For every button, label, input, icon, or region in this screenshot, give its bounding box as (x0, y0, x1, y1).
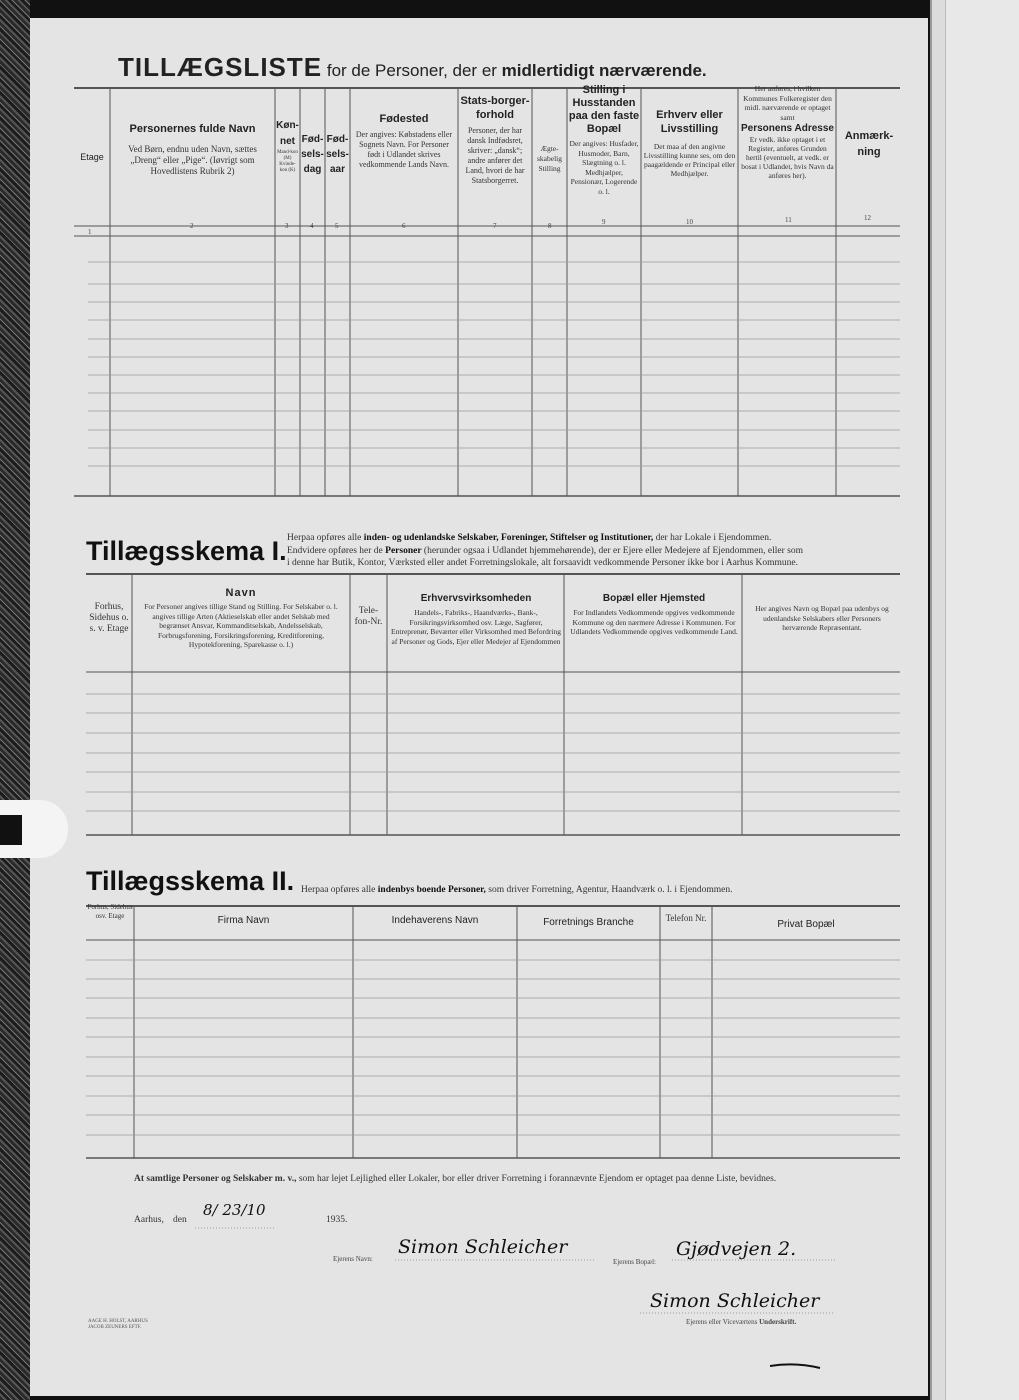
t1-head-erhverv-desc: Det maa af den angivne Livsstilling kunne ses, om den paagældende er Principal eller Medhjælper. (643, 142, 736, 178)
t1-head-kon-title: Køn-net (276, 120, 299, 147)
t1-head-erhverv (643, 108, 736, 178)
s2-head-privat-bopael: Privat Bopæl (777, 919, 835, 930)
schema1-note1-pre: Herpaa opføres alle (287, 533, 362, 543)
t1-num-2: 2 (190, 222, 194, 230)
schema1-note-line1 (287, 532, 899, 545)
schema1-note2-mid: (herunder ogsaa i Udlandet hjemmehørende), der er Ejere eller Medejere af Ejendommen, eller som (423, 545, 803, 556)
t1-head-aegteskab: Ægte-skabelig Stilling (537, 144, 562, 173)
s2-head-indehaver: Indehaverens Navn (391, 915, 479, 926)
t1-head-kon-desc: Mand-kon (M) Kvinde-kon (K) (277, 150, 298, 173)
schema1-note2-pre: Endvidere opføres her de (287, 545, 383, 556)
t1-num-12: 12 (864, 214, 871, 222)
s1-head-navn-desc: For Personer angives tillige Stand og Stilling. For Selskaber o. l. angives tillige Arten (Aktieselskab eller andet Selskab med begrænset Ansvar, Kommanditselskab, Andelsselskab, Forbrugsforening, Forsikringsforening, Kreditforening, Hypotekforening, Sparekasse o. l.) (144, 602, 338, 649)
s2-head-branche: Forretnings Branche (543, 917, 634, 928)
t1-num-4: 4 (310, 222, 314, 230)
t1-head-kon (276, 118, 299, 174)
title-emph: midlertidigt nærværende. (501, 61, 707, 80)
owner-address: Gjødvejen 2. (676, 1238, 797, 1260)
t1-head-anmaerkning: Anmærk-ning (844, 130, 894, 158)
t1-num-10: 10 (686, 218, 693, 226)
declaration-bold: At samtlige Personer og Selskaber m. v., (134, 1174, 297, 1184)
t1-head-fodselsdag: Fød-sels-dag (301, 134, 324, 175)
t1-head-name-title: Personernes fulde Navn (129, 123, 256, 135)
footer-den: den (173, 1215, 187, 1225)
signature-label-pre: Ejerens eller Viceværtens (686, 1318, 758, 1326)
printer-line-1: AAGE H. HOLST, AARHUS (88, 1319, 148, 1324)
s1-head-telefon: Tele-fon-Nr. (354, 606, 383, 627)
title-main: TILLÆGSLISTE (118, 52, 323, 82)
t1-num-7: 7 (493, 222, 497, 230)
footer-city: Aarhus, (134, 1215, 164, 1225)
t1-num-9: 9 (602, 218, 606, 226)
owner-name: Simon Schleicher (398, 1236, 568, 1258)
t1-head-stilling-desc: Der angives: Husfader, Husmoder, Barn, Slægtning o. l. Medhjælper, Pensionær, Logerende o. l. (569, 139, 639, 196)
t1-head-fodested-title: Fødested (379, 113, 429, 125)
printer-line-2: JACOB ZEUNERS EFTF. (88, 1325, 142, 1330)
s1-head-bopael-desc: For Indlandets Vedkommende opgives vedkommende Kommune og den nærmere Adresse i Kommunen. For Udlandets Vedkommende opgives vedkommende Land. (570, 608, 738, 636)
schema1-note1-post: der har Lokale i Ejendommen. (655, 533, 772, 543)
schema1-note-line2 (287, 545, 899, 558)
s2-head-firma: Firma Navn (217, 915, 270, 926)
t1-num-3: 3 (285, 222, 289, 230)
s1-head-navn (138, 586, 344, 650)
signature: Simon Schleicher (650, 1290, 820, 1312)
t1-num-1: 1 (88, 228, 92, 236)
owner-address-label: Ejerens Bopæl: (613, 1258, 656, 1266)
t1-head-etage: Etage (80, 152, 104, 162)
s1-head-navn-title: Navn (225, 587, 257, 599)
t1-num-5: 5 (335, 222, 339, 230)
t1-head-name (112, 122, 273, 177)
t1-head-adresse-desc: Her anføres, i hvilken Kommunes Folkeregister den midl. nærværende er optaget samt (743, 84, 832, 122)
signature-label (686, 1318, 796, 1326)
declaration (134, 1174, 776, 1184)
schema2-note (301, 884, 901, 897)
title-pre: for de Personer, der er (326, 61, 497, 80)
t1-head-statsborger (460, 94, 530, 186)
s2-head-telefon: Telefon Nr. (665, 913, 707, 923)
s1-head-bopael (568, 592, 740, 637)
t1-head-fodested (352, 112, 456, 170)
t1-head-fodselsaar: Fød-sels-aar (326, 134, 349, 175)
footer-date: 8/ 23/10 (203, 1201, 266, 1219)
t1-head-adresse-desc2: Er vedk. ikke optaget i et Register, anføres Grunden hertil (eventuelt, at vedk. er bosat i Udlandet, hvis Navn da anføres her). (741, 135, 834, 180)
t1-head-adresse (740, 84, 835, 180)
t1-num-11: 11 (785, 216, 792, 224)
owner-name-label: Ejerens Navn: (333, 1255, 373, 1263)
t1-head-name-desc: Ved Børn, endnu uden Navn, sættes „Dreng“ eller „Pige“. (Iøvrigt som Hovedlistens Rubrik 2) (128, 144, 257, 176)
schema2-note-bold: indenbys boende Personer, (377, 885, 486, 895)
s1-head-erhverv-desc: Handels-, Fabriks-, Haandværks-, Bank-, Forsikringsvirksomhed osv. Læge, Sagfører, Entreprenør, Beværter eller Virksomhed med Befordring af Personer og Gods, Ejer eller Medejer af Ejendommen (391, 608, 561, 646)
schema1-note1-bold: inden- og udenlandske Selskaber, Foreninger, Stiftelser og Institutioner, (363, 533, 654, 543)
t1-head-statsborger-title: Stats-borger-forhold (460, 95, 530, 121)
s1-head-erhverv-title: Erhvervsvirksomheden (420, 593, 532, 604)
s1-head-repraesentant: Her angives Navn og Bopæl paa udenbys og udenlandske Selskabers eller Personers herværende Repræsentant. (755, 604, 889, 632)
schema1-note (287, 532, 899, 570)
t1-head-stilling (568, 84, 640, 196)
footer-year: 1935. (326, 1215, 348, 1225)
schema2-title: Tillægsskema II. (86, 866, 295, 896)
s1-head-bopael-title: Bopæl eller Hjemsted (602, 593, 706, 604)
t1-head-adresse-title: Personens Adresse (740, 123, 834, 134)
t1-head-erhverv-title: Erhverv eller Livsstilling (656, 109, 723, 135)
s1-head-erhverv (390, 592, 562, 646)
declaration-text: som har lejet Lejlighed eller Lokaler, bor eller driver Forretning i forannævnte Ejendom er optaget paa denne Liste, bevidnes. (298, 1174, 777, 1184)
schema1-title: Tillægsskema I. (86, 536, 287, 566)
t1-head-stilling-title: Stilling i Husstanden paa den faste Bopæl (568, 84, 640, 135)
schema1-note2-bold: Personer (385, 545, 422, 556)
schema2-note-post: som driver Forretning, Agentur, Haandværk o. l. i Ejendommen. (488, 885, 733, 895)
schema2-note-pre: Herpaa opføres alle (301, 885, 376, 895)
printer-mark (88, 1319, 148, 1331)
t1-head-statsborger-desc: Personer, der har dansk Indfødsret, skriver: „dansk“; andre anfører det Land, hvori de har Statsborgerret. (465, 126, 525, 185)
schema1-note-line3: i denne har Butik, Kontor, Værksted eller andet Forretningslokale, alt forsaavidt vedkommende Personer ikke bor i Aarhus Kommune. (287, 558, 799, 568)
t1-num-6: 6 (402, 222, 406, 230)
t1-head-fodested-desc: Der angives: Købstadens eller Sognets Navn. For Personer født i Udlandet skrives vedkommende Lands Navn. (355, 130, 453, 169)
signature-label-bold: Underskrift. (759, 1318, 797, 1326)
s2-head-etage: Forhus, Sidehus osv. Etage (87, 903, 133, 920)
s1-head-etage: Forhus, Sidehus o. s. v. Etage (89, 602, 129, 634)
t1-num-8: 8 (548, 222, 552, 230)
